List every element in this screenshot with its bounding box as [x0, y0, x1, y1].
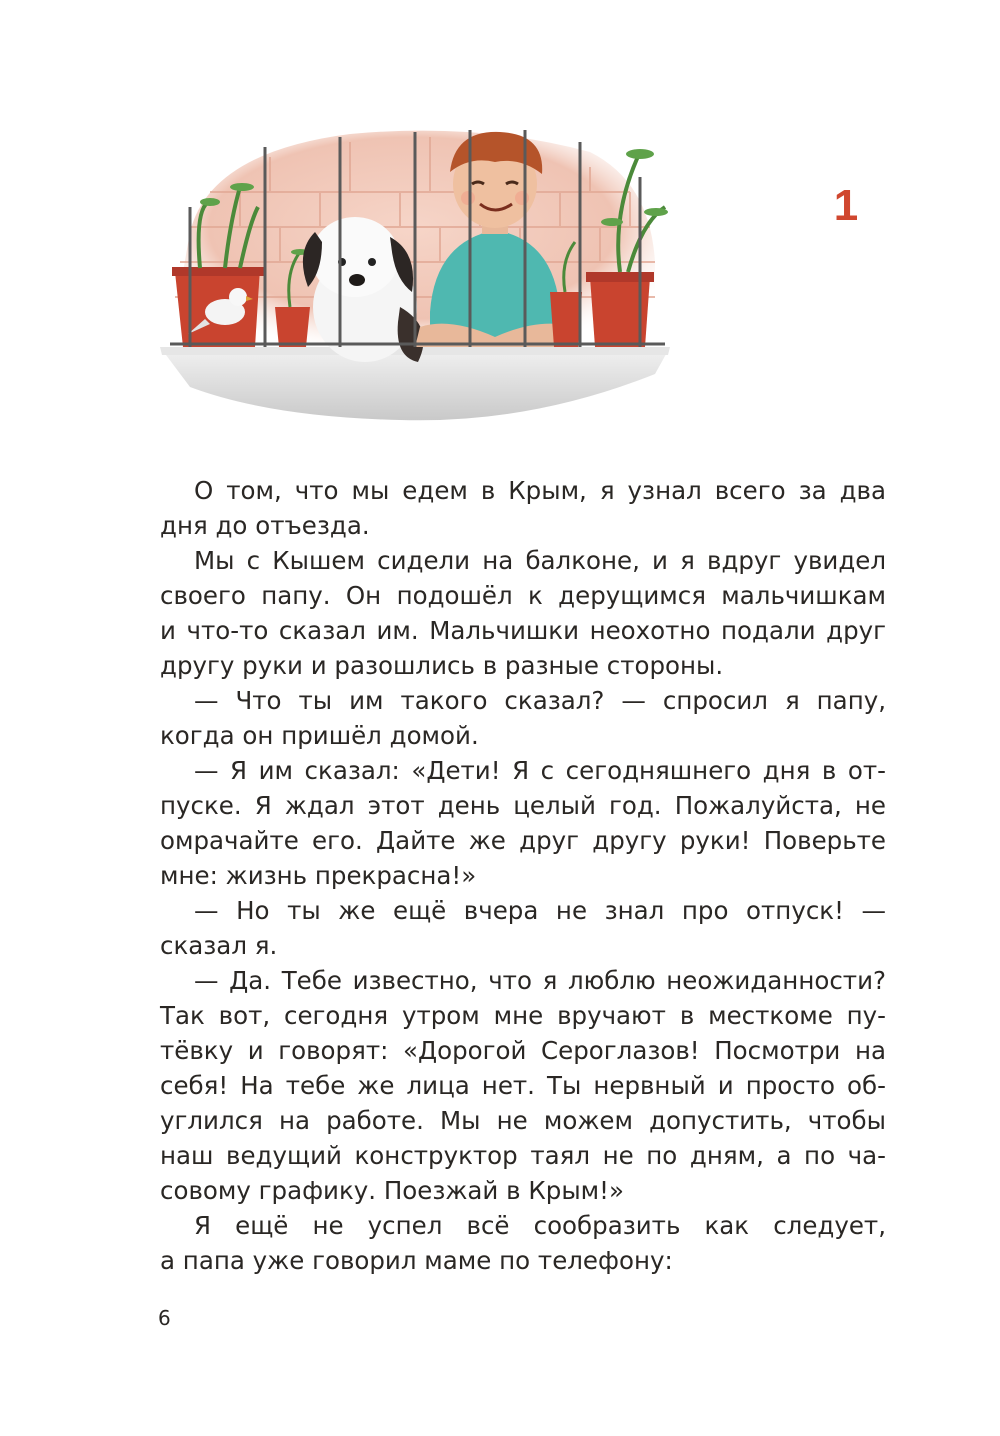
text-line: — Да. Тебе известно, что я люблю неожиданности?	[194, 966, 886, 995]
text-line: сказал я.	[160, 931, 278, 960]
text-line: пуске. Я ждал этот день целый год. Пожалуйста, не	[160, 791, 886, 820]
page-number: 6	[158, 1306, 171, 1330]
chapter-number: 1	[833, 181, 859, 230]
text-line: — Но ты же ещё вчера не знал про отпуск! —	[194, 896, 886, 925]
text-line: другу руки и разошлись в разные стороны.	[160, 651, 724, 680]
text-line: наш ведущий конструктор таял не по дням, а по ча-	[160, 1141, 886, 1170]
text-line: Так вот, сегодня утром мне вручают в месткоме пу-	[160, 1001, 886, 1030]
text-line: дня до отъезда.	[160, 511, 370, 540]
text-line: углился на работе. Мы не можем допустить, чтобы	[160, 1106, 886, 1135]
text-line: совому графику. Поезжай в Крым!»	[160, 1176, 624, 1205]
text-line: Я ещё не успел всё сообразить как следует,	[194, 1211, 886, 1240]
text-line: мне: жизнь прекрасна!»	[160, 861, 477, 890]
text-line: когда он пришёл домой.	[160, 721, 479, 750]
text-line: — Что ты им такого сказал? — спросил я папу,	[194, 686, 886, 715]
text-line: — Я им сказал: «Дети! Я с сегодняшнего дня в от-	[194, 756, 886, 785]
text-line: омрачайте его. Дайте же друг другу руки! Поверьте	[160, 826, 886, 855]
chapter-text	[160, 473, 886, 1278]
text-line: тёвку и говорят: «Дорогой Сероглазов! Посмотри на	[160, 1036, 886, 1065]
text-line: О том, что мы едем в Крым, я узнал всего за два	[194, 476, 886, 505]
text-line: а папа уже говорил маме по телефону:	[160, 1246, 673, 1275]
text-line: себя! На тебе же лица нет. Ты нервный и просто об-	[160, 1071, 886, 1100]
text-line: и что-то сказал им. Мальчишки неохотно подали друг	[160, 616, 886, 645]
text-line: своего папу. Он подошёл к дерущимся мальчишкам	[160, 581, 886, 610]
boy-dog-bird-balcony-illustration	[150, 112, 680, 437]
text-line: Мы с Кышем сидели на балконе, и я вдруг увидел	[194, 546, 886, 575]
